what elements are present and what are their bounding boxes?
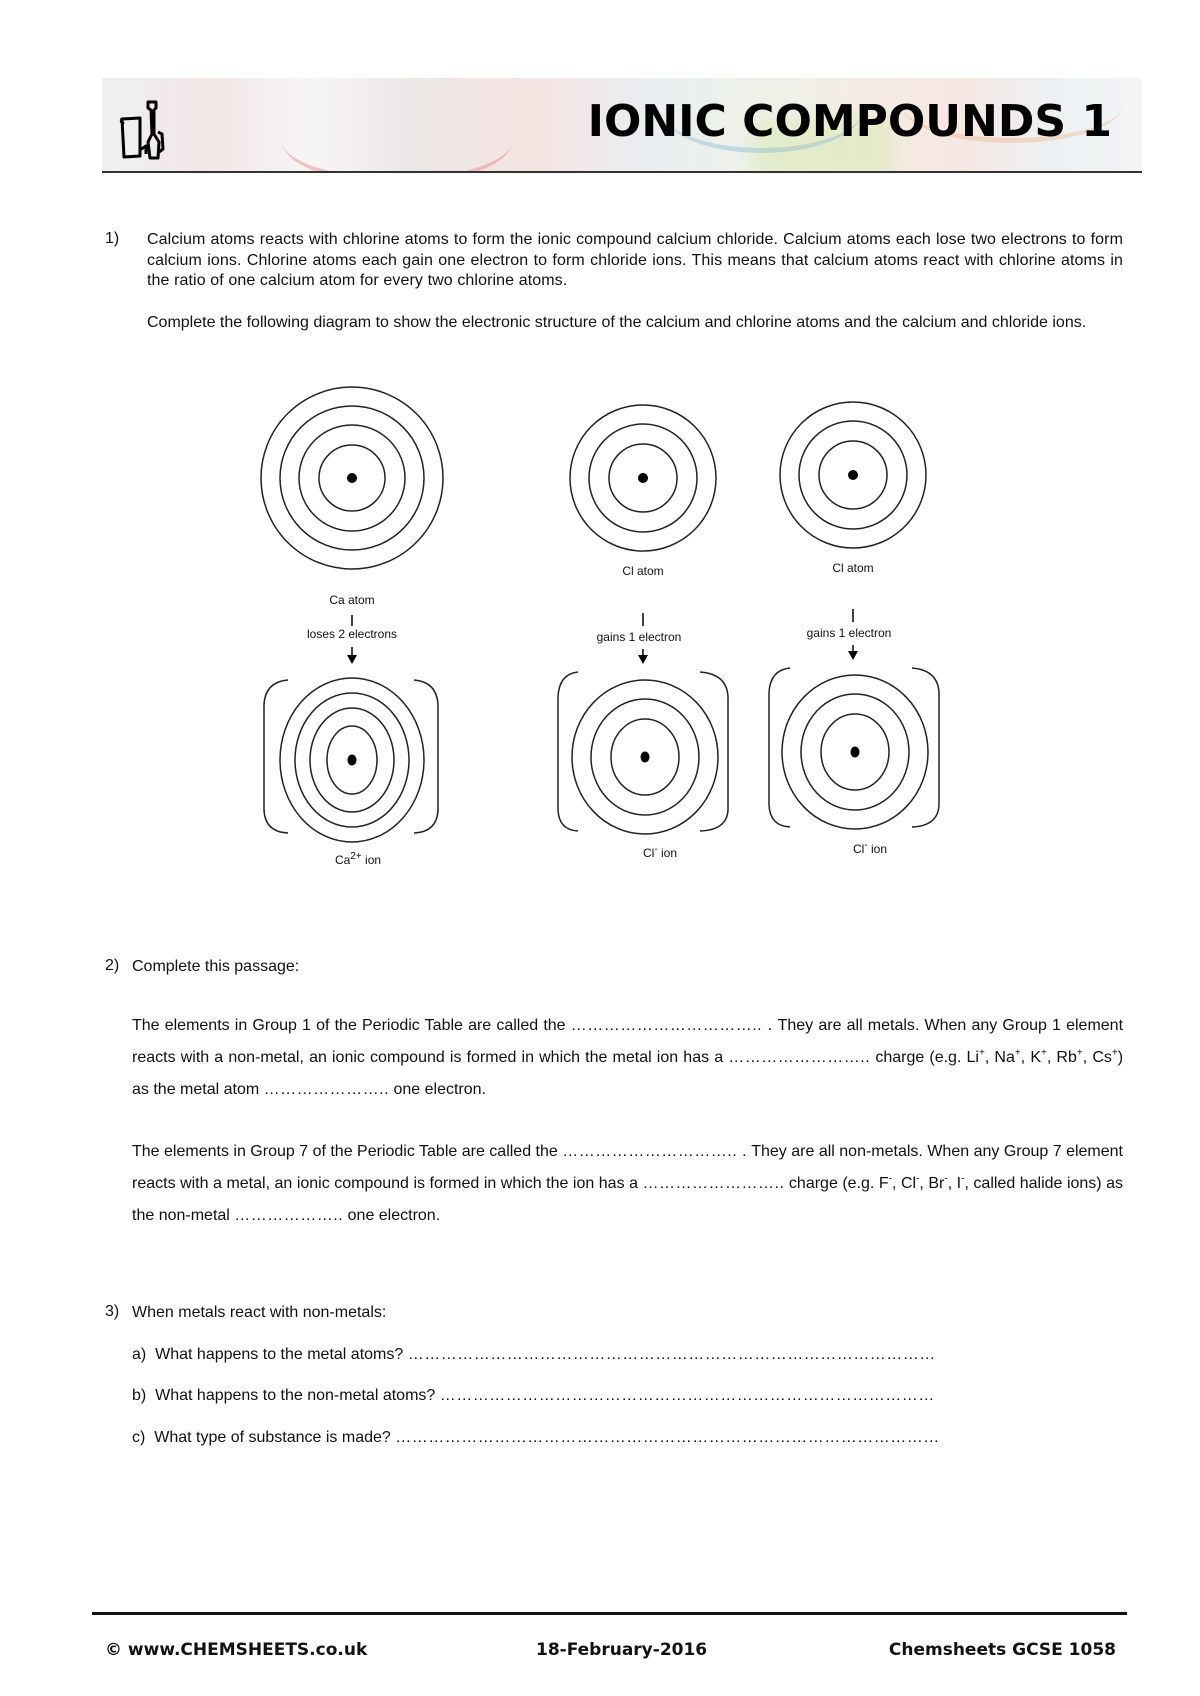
item-question: What happens to the non-metal atoms?	[155, 1387, 436, 1404]
ion-suffix: ion	[867, 842, 888, 856]
passage-text: one electron.	[393, 1081, 486, 1098]
ion-symbol: Ca	[334, 853, 351, 867]
ion-symbol: Cs	[1092, 1049, 1112, 1066]
ion-charge: -	[916, 1173, 920, 1185]
q3-item-a	[132, 1345, 1092, 1366]
passage-text: ) as the metal atom	[132, 1049, 1124, 1098]
ion-charge: +	[1014, 1047, 1021, 1059]
footer-divider	[92, 1612, 1127, 1615]
ion-charge: +	[1111, 1047, 1118, 1059]
ion-charge: 2+	[350, 851, 362, 862]
ion-symbol: Rb	[1056, 1049, 1077, 1066]
fill-in-blank[interactable]: …………………..	[263, 1081, 390, 1098]
cl2-arrow-label: gains 1 electron	[806, 626, 892, 640]
page-title: IONIC COMPOUNDS 1	[587, 96, 1112, 147]
ion-symbol: Br	[928, 1175, 945, 1192]
passage-text: The elements in Group 7 of the Periodic Table are called the	[132, 1143, 558, 1160]
footer-code: Chemsheets GCSE 1058	[888, 1640, 1116, 1660]
ion-charge: +	[978, 1047, 985, 1059]
cl2-ion-label	[853, 842, 887, 856]
passage-text: They are all non-metals. When any Group 7 element reacts with a metal, an ionic compound is formed in which the ion has a	[132, 1143, 1124, 1192]
q1-instruction-text: Complete the following diagram to show the electronic structure of the calcium and chlorine atoms and the calcium and chloride ions.	[147, 314, 1087, 331]
q3-item-b	[132, 1386, 1092, 1407]
ion-symbol: Na	[994, 1049, 1015, 1066]
answer-blank[interactable]: ………………………………………………………………………………………	[395, 1429, 940, 1446]
ion-symbol: Cl	[642, 846, 655, 860]
item-letter: c)	[132, 1429, 146, 1446]
q2-group1-passage	[132, 1010, 1123, 1106]
ca-arrow-label: loses 2 electrons	[306, 627, 398, 641]
ion-symbol: Li	[966, 1049, 979, 1066]
fill-in-blank[interactable]: ……………………..	[642, 1175, 785, 1192]
item-question: What type of substance is made?	[154, 1429, 391, 1446]
item-letter: b)	[132, 1387, 147, 1404]
passage-text: , called halide ions) as the non-metal	[132, 1175, 1124, 1224]
q3-item-c	[132, 1428, 1092, 1449]
footer-website: © www.CHEMSHEETS.co.uk	[105, 1640, 368, 1660]
passage-text: charge (e.g. Li+, Na+, K+, Rb+, Cs+	[875, 1047, 1118, 1066]
fill-in-blank[interactable]: ……………………..	[728, 1049, 871, 1066]
passage-text: They are all metals. When any Group 1 element reacts with a non-metal, an ionic compound is formed in which the metal ion has a	[132, 1017, 1124, 1066]
cl1-atom-label: Cl atom	[622, 564, 664, 578]
cl1-ion-label	[643, 846, 677, 860]
ion-charge: -	[654, 844, 658, 855]
ion-charge: -	[888, 1173, 893, 1185]
ion-suffix: ion	[657, 846, 678, 860]
ion-charge: +	[1076, 1047, 1083, 1059]
question-number: 3)	[105, 1303, 120, 1320]
ion-symbol: I	[956, 1175, 962, 1192]
passage-text: one electron.	[347, 1207, 441, 1224]
q3-heading: When metals react with non-metals:	[132, 1304, 387, 1321]
passage-text: The elements in Group 1 of the Periodic Table are called the	[132, 1017, 566, 1034]
fill-in-blank[interactable]: ………………………….. .	[562, 1143, 748, 1160]
ion-symbol: F	[878, 1175, 889, 1192]
ion-symbol: Cl	[852, 842, 865, 856]
ion-charge: +	[1040, 1047, 1047, 1059]
footer-date: 18-February-2016	[536, 1640, 708, 1660]
ion-charge: -	[961, 1173, 965, 1185]
ion-symbol: Cl	[900, 1175, 917, 1192]
ion-charge: -	[864, 840, 868, 851]
q1-intro-text: Calcium atoms reacts with chlorine atoms to form the ionic compound calcium chloride. Calcium atoms each lose two electrons to form calcium ions. Chlorine atoms each gain one electron to form chloride ions. This means that calcium atoms react with chlorine atoms in the ratio of one calcium atom for every two chlorine atoms.	[147, 231, 1123, 289]
ion-suffix: ion	[361, 853, 382, 867]
item-letter: a)	[132, 1346, 147, 1363]
ion-symbol: K	[1030, 1049, 1041, 1066]
question-number: 1)	[105, 230, 120, 247]
passage-text: charge (e.g.	[788, 1175, 875, 1192]
ca-atom-label: Ca atom	[329, 593, 375, 607]
question-number: 2)	[105, 957, 120, 974]
ion-charge: -	[944, 1173, 948, 1185]
answer-blank[interactable]: ………………………………………………………………………………	[439, 1387, 935, 1404]
ca-ion-label	[335, 853, 381, 867]
answer-blank[interactable]: ……………………………………………………………………………………	[407, 1346, 936, 1363]
q2-heading: Complete this passage:	[132, 958, 300, 975]
q2-group7-passage: The elements in Group 7 of the Periodic Table are called the ………………………….. . They are all non-metals. When any Group 7 element reacts with a metal, an ionic compound is formed in which the ion has a …………………….. charge (e.g. F-, Cl-, Br-, I-, called halide ions) as the non-metal ……………….. one electron.	[132, 1143, 1124, 1224]
item-question: What happens to the metal atoms?	[155, 1346, 404, 1363]
cl1-arrow-label: gains 1 electron	[596, 630, 682, 644]
fill-in-blank[interactable]: …………………………….. .	[570, 1017, 773, 1034]
cl2-atom-label: Cl atom	[832, 561, 874, 575]
fill-in-blank[interactable]: ………………..	[234, 1207, 344, 1224]
